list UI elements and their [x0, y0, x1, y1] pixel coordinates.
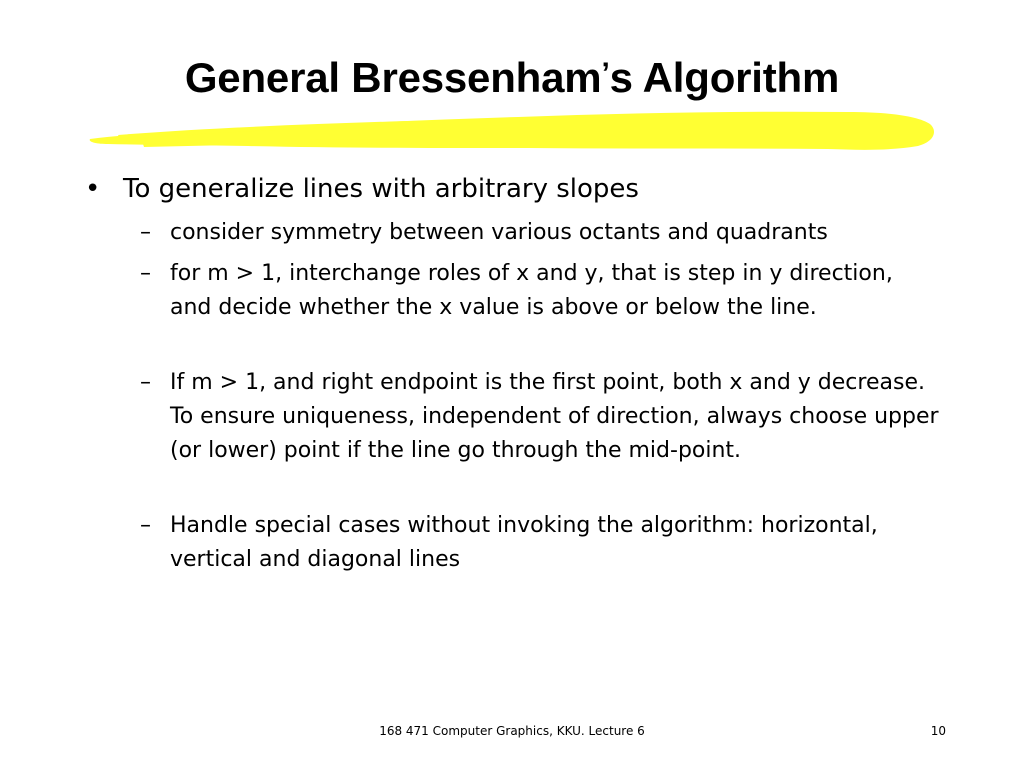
sub-item-text: Handle special cases without invoking the algorithm: horizontal, vertical and diagonal lines	[170, 513, 878, 572]
slide-title-main: General Bressenham	[184, 54, 602, 101]
footer-page-number: 10	[930, 724, 946, 738]
sub-item-symmetry	[140, 216, 940, 250]
bullet-dot: •	[85, 174, 101, 204]
bullet-text: To generalize lines with arbitrary slopes	[123, 174, 639, 204]
sub-item-dash: –	[140, 261, 151, 286]
sub-item-text: for m > 1, interchange roles of x and y, that is step in y direction, and decide whether the x value is above or below the line.	[170, 261, 893, 320]
slide-title-apostrophe: ’	[601, 57, 610, 90]
sub-item-special-cases	[140, 509, 940, 577]
sub-item-text: If m > 1, and right endpoint is the first point, both x and y decrease. To ensure uniqueness, independent of direction, always choose upper (or lower) point if the line go through the mid-point.	[170, 370, 939, 463]
sub-item-dash: –	[140, 513, 151, 538]
bullet-item	[85, 172, 639, 206]
sub-item-dash: –	[140, 220, 151, 245]
sub-item-text: consider symmetry between various octants and quadrants	[170, 220, 828, 245]
sub-item-interchange	[140, 257, 940, 325]
sub-item-uniqueness	[140, 366, 940, 468]
slide-title-end: s Algorithm	[609, 54, 840, 101]
footer-course-label: 168 471 Computer Graphics, KKU. Lecture 6	[379, 724, 645, 738]
sub-item-dash: –	[140, 370, 151, 395]
